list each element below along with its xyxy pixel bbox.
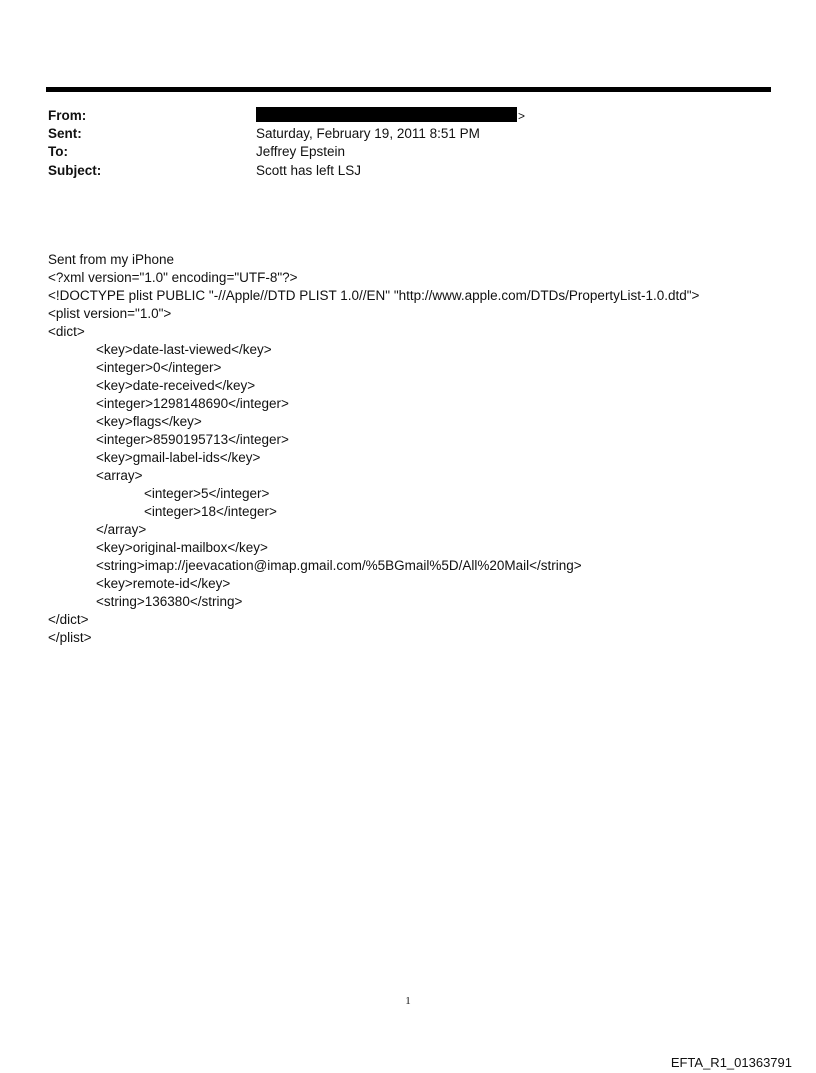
from-tail: > bbox=[518, 109, 526, 123]
plist-open-line: <plist version="1.0"> bbox=[48, 306, 172, 321]
subject-label: Subject: bbox=[48, 162, 102, 178]
code-line: <integer>0</integer> bbox=[96, 360, 222, 375]
plist-close-line: </plist> bbox=[48, 630, 92, 645]
to-row bbox=[48, 143, 768, 161]
code-line: <key>gmail-label-ids</key> bbox=[96, 450, 261, 465]
sent-value: Saturday, February 19, 2011 8:51 PM bbox=[256, 126, 480, 142]
code-line: <key>original-mailbox</key> bbox=[96, 540, 268, 555]
code-line: </array> bbox=[96, 522, 147, 537]
email-header bbox=[48, 107, 768, 180]
page-number: 1 bbox=[405, 995, 411, 1007]
code-line: <integer>1298148690</integer> bbox=[96, 396, 289, 411]
to-label: To: bbox=[48, 144, 68, 160]
code-line: <integer>18</integer> bbox=[144, 504, 277, 519]
code-line: <key>flags</key> bbox=[96, 414, 202, 429]
subject-row bbox=[48, 162, 768, 180]
code-line: <string>136380</string> bbox=[96, 594, 243, 609]
top-rule bbox=[46, 87, 771, 92]
doctype-line: <!DOCTYPE plist PUBLIC "-//Apple//DTD PLIST 1.0//EN" "http://www.apple.com/DTDs/PropertyList-1.0.dtd"> bbox=[48, 288, 700, 303]
code-line: <integer>8590195713</integer> bbox=[96, 432, 289, 447]
sent-label: Sent: bbox=[48, 126, 82, 142]
document-id: EFTA_R1_01363791 bbox=[670, 1055, 792, 1070]
xml-declaration-line: <?xml version="1.0" encoding="UTF-8"?> bbox=[48, 270, 298, 285]
subject-value: Scott has left LSJ bbox=[256, 162, 362, 178]
code-line: <integer>5</integer> bbox=[144, 486, 270, 501]
code-line: <key>remote-id</key> bbox=[96, 576, 231, 591]
sent-row bbox=[48, 125, 768, 143]
signature-line: Sent from my iPhone bbox=[48, 252, 175, 267]
code-line: <string>imap://jeevacation@imap.gmail.com/%5BGmail%5D/All%20Mail</string> bbox=[96, 558, 582, 573]
redaction-bar bbox=[256, 107, 517, 122]
from-row bbox=[48, 107, 768, 125]
code-line: <key>date-received</key> bbox=[96, 378, 256, 393]
from-label: From: bbox=[48, 108, 87, 123]
code-line: <array> bbox=[96, 468, 143, 483]
dict-close-line: </dict> bbox=[48, 612, 89, 627]
dict-open-line: <dict> bbox=[48, 324, 85, 339]
email-body bbox=[48, 251, 788, 647]
to-value: Jeffrey Epstein bbox=[256, 144, 346, 160]
code-line: <key>date-last-viewed</key> bbox=[96, 342, 272, 357]
from-value bbox=[256, 107, 525, 125]
